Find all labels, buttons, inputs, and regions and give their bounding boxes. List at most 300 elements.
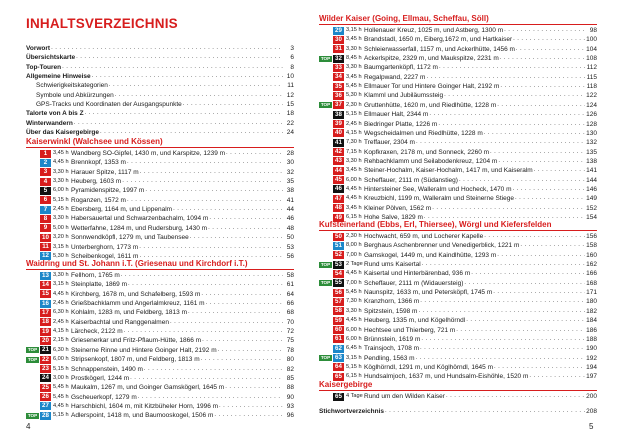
tour-page: 146 (586, 185, 597, 193)
tour-title: Wegscheidalmen und Riedlhütte, 1228 m (364, 129, 483, 137)
tour-page: 184 (586, 317, 597, 325)
tour-entry[interactable] (26, 346, 294, 355)
tour-number: 38 (333, 111, 344, 119)
dot-leader (128, 280, 283, 289)
tour-number: 15 (40, 290, 51, 298)
tour-title: Prostkögerl, 1244 m (71, 374, 130, 382)
tour-title: Schnappenstein, 1490 m (71, 365, 143, 373)
tour-entry[interactable] (319, 91, 597, 100)
tour-entry[interactable] (26, 336, 294, 345)
tour-entry[interactable] (319, 110, 597, 119)
tour-page: 112 (586, 64, 597, 72)
tour-number: 64 (333, 363, 344, 371)
tour-entry[interactable] (26, 299, 294, 308)
tour-entry[interactable] (319, 129, 597, 138)
dot-leader (498, 157, 585, 166)
tour-page: 90 (286, 393, 294, 401)
tour-title: Köglhörndl, 1291 m, und Köglhörndl, 1645 m (364, 363, 494, 371)
tour-entry[interactable] (26, 186, 294, 195)
index-entry-page: 208 (586, 408, 597, 416)
tour-number: 51 (333, 242, 344, 250)
tour-number: 11 (40, 243, 51, 251)
toc-entry[interactable] (26, 53, 294, 62)
tour-entry[interactable] (26, 149, 294, 158)
tour-title: Regalpwand, 2227 m (364, 73, 426, 81)
tour-title: Pendling, 1563 m (364, 354, 415, 362)
dot-leader (516, 45, 585, 54)
tour-duration: 4,45 h (53, 159, 69, 166)
tour-duration: 4,15 h (346, 129, 362, 136)
dot-leader (484, 232, 585, 241)
tour-number: 23 (40, 365, 51, 373)
dot-leader (497, 251, 585, 260)
tour-number: 34 (333, 73, 344, 81)
toc-entry-page: 3 (290, 45, 294, 52)
tour-entry[interactable] (319, 138, 597, 147)
tour-page: 141 (586, 167, 597, 175)
tour-title: Biedringer Platte, 1226 m (364, 120, 438, 128)
tour-duration: 7,00 h (346, 279, 362, 286)
dot-leader (494, 363, 585, 372)
dot-leader (62, 63, 283, 72)
tour-page: 50 (286, 234, 294, 242)
tour-page: 28 (286, 150, 294, 157)
tour-entry[interactable] (319, 297, 597, 306)
tour-entry[interactable] (319, 73, 597, 82)
tour-number: 44 (333, 167, 344, 175)
tour-duration: 3,30 h (53, 178, 69, 185)
tour-title: Klamml und Jubiläumssteig (364, 92, 444, 100)
tour-duration: 6,15 h (346, 214, 362, 220)
tour-entry[interactable] (319, 185, 597, 194)
tour-entry[interactable] (319, 363, 597, 372)
tour-number: 61 (333, 335, 344, 343)
tour-duration: 2,15 h (53, 337, 69, 344)
tour-title: Steinplatte, 1869 m (71, 281, 128, 289)
tour-title: Gscheuerkopf, 1279 m (71, 393, 137, 401)
tour-number: 39 (333, 120, 344, 128)
toc-entry[interactable] (26, 81, 294, 90)
dot-leader (209, 214, 283, 223)
tour-duration: 3,15 h (53, 243, 69, 250)
tour-number: 14 (40, 281, 51, 289)
tour-number: 8 (40, 215, 51, 223)
tour-entry[interactable] (26, 374, 294, 383)
tour-entry[interactable] (319, 120, 597, 129)
dot-leader (201, 290, 283, 299)
dot-leader (122, 177, 283, 186)
tour-page: 108 (586, 55, 597, 63)
toc-entry[interactable] (26, 63, 294, 72)
tour-page: 115 (586, 73, 597, 81)
top-tour-badge: TOP (27, 356, 38, 362)
tour-duration: 2 Tage (346, 261, 363, 268)
dot-leader (534, 166, 585, 175)
page-number-right: 5 (589, 422, 594, 431)
tour-number: 13 (40, 272, 51, 280)
tour-number: 5 (40, 187, 51, 195)
dot-leader (74, 119, 283, 128)
section-title: Kaiserwinkl (Walchsee und Kössen) (26, 137, 163, 146)
tour-duration: 4 Tage (346, 393, 363, 399)
tour-duration: 5,15 h (53, 412, 69, 419)
tour-title: Rund um den Wilden Kaiser (364, 393, 445, 400)
tour-number: 12 (40, 252, 51, 260)
tour-entry[interactable] (26, 158, 294, 167)
tour-page: 88 (286, 384, 294, 392)
tour-entry[interactable] (319, 204, 597, 213)
tour-entry[interactable] (26, 411, 294, 420)
tour-title: Pyramidenspitze, 1997 m (71, 187, 145, 195)
tour-entry[interactable] (319, 279, 597, 288)
toc-entry[interactable] (26, 44, 294, 53)
tour-page: 30 (286, 159, 294, 167)
top-tour-badge: TOP (320, 261, 331, 267)
dot-leader (183, 100, 283, 109)
tour-entry[interactable] (319, 101, 597, 110)
dot-leader (513, 35, 585, 44)
tour-entry[interactable] (319, 241, 597, 250)
tour-title: Kaiserbachtal und Ranggenalmen (71, 318, 169, 326)
tour-page: 162 (586, 261, 597, 269)
tour-title: Fellhorn, 1765 m (71, 272, 120, 279)
dot-leader (188, 308, 283, 317)
tour-title: Rund ums Kaisertal (364, 261, 421, 269)
tour-entry[interactable] (319, 288, 597, 297)
tour-page: 68 (286, 309, 294, 317)
tour-duration: 2,45 h (53, 300, 69, 307)
tour-number: 57 (333, 298, 344, 306)
tour-duration: 3,30 h (346, 157, 362, 164)
tour-entry[interactable] (26, 224, 294, 233)
toc-entry[interactable] (26, 72, 294, 81)
tour-entry[interactable] (319, 194, 597, 203)
tour-title: Lärcheck, 2122 m (71, 328, 123, 336)
tour-page: 58 (286, 272, 294, 279)
tour-number: 28 (40, 412, 51, 420)
tour-entry[interactable] (319, 166, 597, 175)
tour-entry[interactable] (319, 54, 597, 63)
tour-duration: 3,45 h (346, 73, 362, 80)
dot-leader (127, 158, 283, 167)
tour-number: 63 (333, 354, 344, 362)
tour-number: 19 (40, 328, 51, 336)
tour-page: 78 (286, 346, 294, 354)
dot-leader (130, 374, 283, 383)
tour-number: 10 (40, 234, 51, 242)
dot-leader (493, 288, 585, 297)
tour-title: Hollenauer Kreuz, 1025 m, und Astberg, 1300 m (364, 27, 504, 34)
tour-page: 56 (286, 252, 294, 260)
tour-title: Kirchberg, 1678 m, und Schafelberg, 1593 m (71, 290, 201, 298)
tour-title: Sonnwendköpfl, 1279 m, und Taubensee (71, 234, 189, 242)
tour-duration: 3,45 h (53, 150, 69, 156)
tour-number: 21 (40, 346, 51, 354)
tour-entry[interactable] (26, 243, 294, 252)
tour-title: Naunspitz, 1633 m, und Petersköpfl, 1745 m (364, 289, 493, 297)
toc-entry-page: 10 (286, 73, 294, 81)
tour-title: Maukalm, 1267 m, und Goinger Gamskögerl, 1645 m (71, 384, 225, 392)
dot-leader (121, 271, 283, 280)
tour-entry[interactable] (319, 26, 597, 35)
tour-entry[interactable] (26, 402, 294, 411)
dot-leader (416, 354, 586, 363)
section-title: Kufsteinerland (Ebbs, Erl, Thiersee), Wörgl und Kiefersfelden (319, 220, 552, 229)
tour-page: 192 (586, 354, 597, 362)
tour-duration: 3,30 h (346, 64, 362, 71)
tour-entry[interactable] (26, 355, 294, 364)
dot-leader (208, 224, 283, 233)
tour-entry[interactable] (319, 82, 597, 91)
tour-duration: 4,15 h (53, 328, 69, 335)
tour-title: Rehbachklamm und Seilabodenkreuz, 1204 m (364, 157, 498, 165)
toc-entry-page: 6 (290, 54, 294, 62)
dot-leader (500, 54, 585, 63)
tour-entry[interactable] (26, 214, 294, 223)
tour-number: 53 (333, 261, 344, 269)
tour-page: 130 (586, 129, 597, 137)
tour-duration: 6,30 h (53, 346, 69, 353)
tour-duration: 5,45 h (346, 289, 362, 296)
tour-entry[interactable] (319, 269, 597, 278)
tour-entry[interactable] (319, 344, 597, 353)
tour-duration: 5,45 h (53, 393, 69, 400)
dot-leader (444, 91, 585, 100)
tour-page: 61 (286, 281, 294, 289)
tour-duration: 2,45 h (53, 318, 69, 325)
tour-duration: 6,00 h (53, 356, 69, 363)
tour-number: 49 (333, 214, 344, 222)
tour-title: Steiner-Hochalm, Kaiser-Hochalm, 1417 m, und Kaiseralm (364, 167, 533, 175)
tour-entry[interactable] (26, 393, 294, 402)
tour-title: Spitzstein, 1598 m (364, 307, 418, 315)
tour-page: 158 (586, 242, 597, 250)
top-tour-badge: TOP (320, 355, 331, 361)
dot-leader (226, 149, 283, 158)
tour-entry[interactable] (26, 308, 294, 317)
tour-number: 45 (333, 176, 344, 184)
tour-duration: 5,15 h (53, 196, 69, 203)
tour-page: 100 (586, 36, 597, 44)
page-number-left: 4 (26, 422, 31, 431)
dot-leader (173, 205, 283, 214)
top-tour-badge: TOP (320, 102, 331, 108)
tour-entry[interactable] (26, 177, 294, 186)
tour-entry[interactable] (319, 260, 597, 269)
tour-entry[interactable] (319, 307, 597, 316)
section-title: Waidring und St. Johann i.T. (Griesenau und Kirchdorf i.T.) (26, 259, 248, 268)
tour-duration: 3,45 h (346, 167, 362, 174)
tour-duration: 3,30 h (53, 215, 69, 222)
tour-number: 9 (40, 224, 51, 232)
tour-number: 47 (333, 195, 344, 203)
tour-title: Gruttenhütte, 1620 m, und Riedlhütte, 1228 m (364, 101, 497, 109)
tour-duration: 6,15 h (346, 373, 362, 380)
tour-title: Kleiner Pölven, 1562 m (364, 204, 432, 212)
tour-entry[interactable] (26, 318, 294, 327)
tour-duration: 4,45 h (346, 195, 362, 202)
tour-title: Gamskogel, 1449 m, und Kaindlhütte, 1293 m (364, 251, 497, 259)
tour-number: 2 (40, 159, 51, 167)
tour-duration: 3,30 h (346, 307, 362, 314)
tour-duration: 5,15 h (53, 365, 69, 372)
tour-page: 104 (586, 45, 597, 53)
dot-leader (92, 72, 283, 81)
tour-number: 59 (333, 317, 344, 325)
tour-duration: 7,15 h (346, 148, 362, 155)
tour-entry[interactable] (319, 316, 597, 325)
tour-page: 186 (586, 326, 597, 334)
tour-duration: 3,45 h (346, 36, 362, 43)
dot-leader (139, 243, 283, 252)
tour-entry[interactable] (319, 45, 597, 54)
tour-entry[interactable] (26, 280, 294, 289)
tour-title: Berghaus Aschenbrenner und Venedigerblick, 1221 m (364, 242, 520, 250)
index-entry[interactable] (319, 407, 597, 416)
tour-entry[interactable] (319, 176, 597, 185)
tour-title: Schleierwasserfall, 1157 m, und Ackerlhütte, 1456 m (364, 45, 515, 53)
tour-title: Hohe Salve, 1829 m (364, 214, 423, 221)
dot-leader (464, 279, 585, 288)
tour-duration: 5,00 h (53, 224, 69, 231)
tour-page: 197 (586, 373, 597, 381)
tour-page: 53 (286, 243, 294, 251)
toc-entry-page: 11 (287, 82, 294, 90)
tour-title: Kohlalm, 1283 m, und Feldberg, 1813 m (71, 309, 187, 317)
tour-title: Adlerspoint, 1418 m, und Baumooskogel, 1506 m (71, 412, 214, 420)
tour-title: Harschbichl, 1604 m, mit Kitzbüheler Horn, 1996 m (71, 402, 219, 410)
toc-entry[interactable] (26, 128, 294, 137)
tour-page: 188 (586, 335, 597, 343)
tour-title: Wetterfahne, 1284 m, und Rudersburg, 1430 m (71, 224, 208, 232)
tour-number: 6 (40, 196, 51, 204)
tour-entry[interactable] (26, 196, 294, 205)
tour-title: Hochwacht, 659 m, und Locherer Kapelle (364, 233, 484, 240)
tour-page: 35 (286, 178, 294, 186)
tour-page: 66 (286, 300, 294, 308)
tour-entry[interactable] (319, 335, 597, 344)
tour-title: Ellmauer Tor und Hintere Goinger Halt, 2192 m (364, 83, 500, 91)
tour-page: 138 (586, 157, 597, 165)
toc-entry-label: Übersichtskarte (26, 54, 76, 62)
tour-title: Trainsjoch, 1708 m (364, 345, 420, 353)
toc-entry[interactable] (26, 91, 294, 100)
toc-entry-label: Allgemeine Hinweise (26, 73, 91, 81)
tour-entry[interactable] (26, 205, 294, 214)
toc-entry[interactable] (26, 119, 294, 128)
tour-entry[interactable] (319, 35, 597, 44)
tour-number: 29 (333, 27, 344, 35)
section-rule (26, 269, 294, 270)
toc-entry-page: 18 (286, 110, 294, 118)
dot-leader (218, 346, 283, 355)
tour-page: 182 (586, 307, 597, 315)
tour-title: Scheffauer, 2111 m (Widauersteig) (364, 279, 464, 287)
top-tour-badge: TOP (320, 280, 331, 286)
tour-title: Stripsenkopf, 1807 m, und Feldberg, 1813 m (71, 356, 200, 364)
dot-leader (459, 176, 585, 185)
tour-page: 38 (286, 187, 294, 195)
tour-duration: 2,45 h (53, 206, 69, 213)
tour-title: Griesenerkar und Fritz-Pflaum-Hütte, 1866 m (71, 337, 202, 345)
tour-number: 24 (40, 374, 51, 382)
tour-duration: 5,45 h (346, 83, 362, 90)
tour-duration: 5,30 h (346, 92, 362, 99)
tour-number: 1 (40, 150, 51, 158)
dot-leader (490, 148, 585, 157)
tour-duration: 3,15 h (346, 354, 362, 361)
tour-number: 16 (40, 300, 51, 308)
tour-page: 194 (586, 363, 597, 371)
tour-duration: 7,30 h (346, 298, 362, 305)
dot-leader (456, 326, 585, 335)
tour-entry[interactable] (26, 365, 294, 374)
toc-entry[interactable] (26, 100, 294, 109)
toc-entry[interactable] (26, 109, 294, 118)
dot-leader (422, 260, 585, 269)
tour-entry[interactable] (319, 63, 597, 72)
tour-entry[interactable] (319, 251, 597, 260)
tour-page: 168 (586, 279, 597, 287)
tour-entry[interactable] (26, 290, 294, 299)
tour-title: Hundsalmjoch, 1637 m, und Hundsalm-Eishöhle, 1520 m (364, 373, 529, 381)
tour-number: 43 (333, 157, 344, 165)
tour-title: Scheffauer, 2111 m (Südanstieg) (364, 176, 458, 184)
tour-page: 46 (286, 215, 294, 223)
dot-leader (515, 194, 585, 203)
tour-title: Kopfkraxen, 2178 m, und Sonneck, 2260 m (364, 148, 490, 156)
tour-entry[interactable] (319, 326, 597, 335)
section-rule (26, 147, 294, 148)
tour-entry[interactable] (319, 354, 597, 363)
tour-number: 30 (333, 36, 344, 44)
tour-page: 200 (586, 393, 597, 400)
tour-entry[interactable] (26, 233, 294, 242)
tour-entry[interactable] (319, 148, 597, 157)
tour-duration: 5,45 h (53, 384, 69, 391)
dot-leader (439, 63, 586, 72)
tour-duration: 3,30 h (53, 272, 69, 278)
tour-number: 3 (40, 168, 51, 176)
tour-page: 41 (286, 196, 294, 204)
dot-leader (520, 241, 585, 250)
tour-entry[interactable] (319, 232, 597, 241)
tour-duration: 3,15 h (53, 281, 69, 288)
tour-title: Kreuzbichl, 1199 m, Walleralm und Steinerne Stiege (364, 195, 514, 203)
dot-leader (416, 138, 585, 147)
tour-number: 35 (333, 83, 344, 91)
tour-number: 46 (333, 185, 344, 193)
tour-page: 156 (586, 233, 597, 240)
tour-entry[interactable] (26, 327, 294, 336)
dot-leader (214, 411, 283, 420)
dot-leader (51, 44, 283, 53)
tour-entry[interactable] (319, 157, 597, 166)
index-entry-label: Stichwortverzeichnis (319, 408, 385, 416)
tour-duration: 6,00 h (346, 335, 362, 342)
dot-leader (109, 81, 283, 90)
tour-page: 85 (286, 374, 294, 382)
tour-entry[interactable] (26, 168, 294, 177)
tour-entry[interactable] (319, 392, 597, 401)
tour-number: 42 (333, 148, 344, 156)
toc-entry-page: 24 (286, 129, 294, 137)
tour-page: 132 (586, 139, 597, 147)
tour-duration: 6,00 h (53, 187, 69, 194)
tour-entry[interactable] (26, 383, 294, 392)
tour-entry[interactable] (26, 271, 294, 280)
toc-entry-label: Top-Touren (26, 63, 62, 71)
